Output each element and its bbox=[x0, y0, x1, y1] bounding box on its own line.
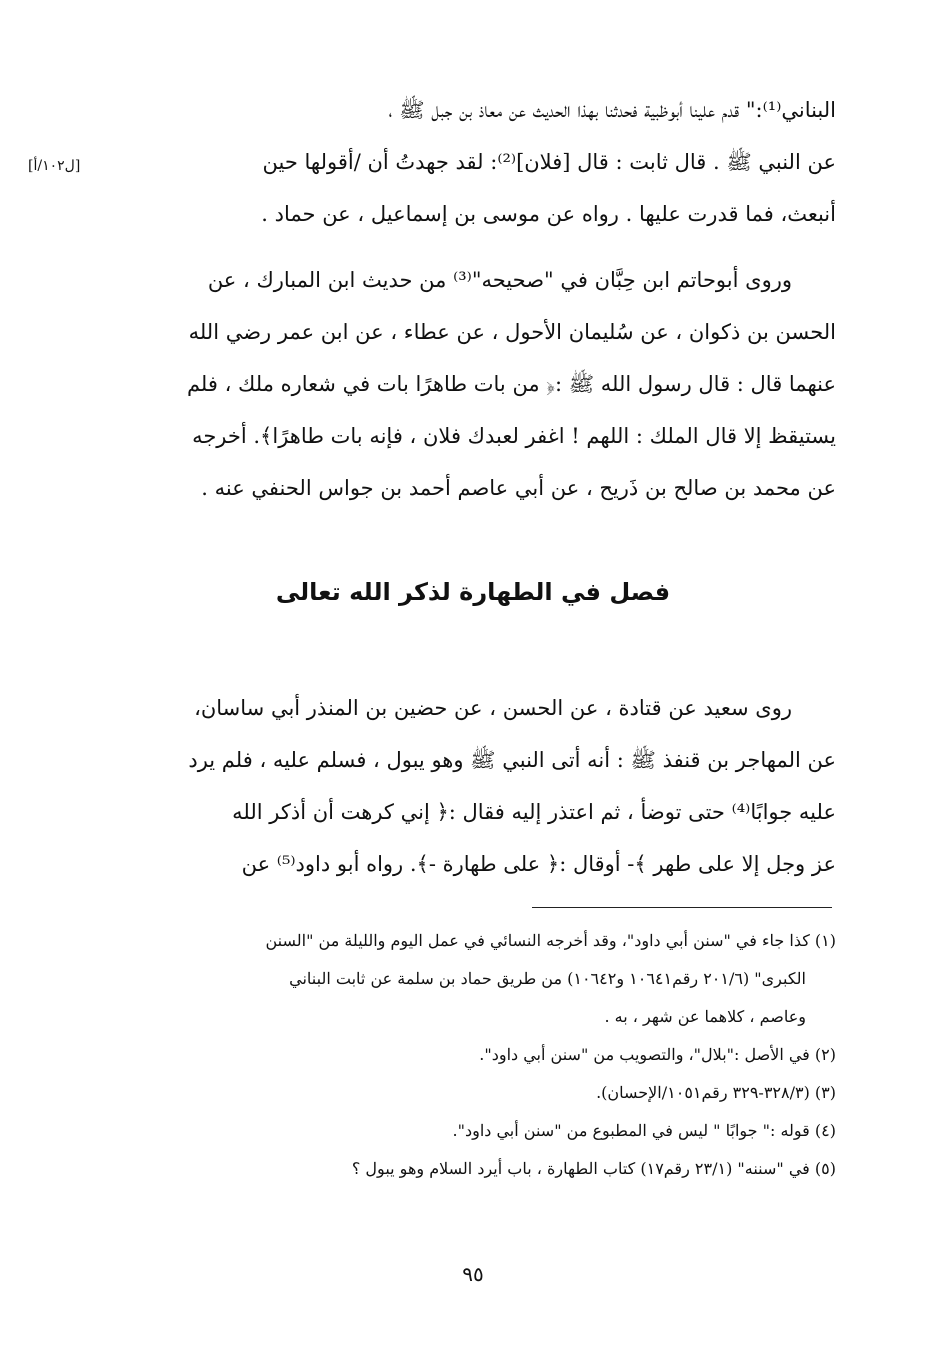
section-heading: فصل في الطهارة لذكر الله تعالى bbox=[275, 578, 671, 606]
footnote-line: وعاصم ، كلاهما عن شهر ، به . bbox=[604, 1007, 806, 1026]
text-line: عن المهاجر بن قنفذ ﷺ : أنه أتى النبي ﷺ وهو يبول ، فسلم عليه ، فلم يرد bbox=[188, 748, 836, 772]
footnote-line: (٢) في الأصل :"بلال"، والتصويب من "سنن أبي داود". bbox=[479, 1045, 836, 1064]
text-line: الحسن بن ذكوان ، عن سُليمان الأحول ، عن عطاء ، عن ابن عمر رضي الله bbox=[188, 320, 836, 344]
text-line: يستيقظ إلا قال الملك : اللهم ! اغفر لعبدك فلان ، فإنه بات طاهرًا﴾. أخرجه bbox=[192, 424, 836, 448]
text-line: عن النبي ﷺ . قال ثابت : قال [فلان]⁽²⁾: لقد جهدتُ أن /أقولها حين bbox=[262, 150, 836, 174]
margin-manuscript-reference: [ل١٠٢/أ] bbox=[28, 158, 81, 174]
text-line: روى سعيد عن قتادة ، عن الحسن ، عن حضين بن المنذر أبي ساسان، bbox=[194, 696, 792, 720]
text-line: عنهما قال : قال رسول الله ﷺ :﴿ من بات طاهرًا بات في شعاره ملك ، فلم bbox=[186, 372, 836, 396]
page-number: ٩٥ bbox=[462, 1262, 484, 1286]
footnote-line: (٤) قوله :" جوابًا " ليس في المطبوع من "سنن أبي داود". bbox=[452, 1121, 836, 1140]
paragraph-2 bbox=[120, 254, 836, 514]
footnotes bbox=[120, 922, 836, 1188]
footnote-line: (١) كذا جاء في "سنن أبي داود"، وقد أخرجه النسائي في عمل اليوم والليلة من "السنن bbox=[265, 931, 836, 950]
paragraph-3 bbox=[120, 682, 836, 890]
text-line: عن محمد بن صالح بن ذَريح ، عن أبي عاصم أحمد بن جواس الحنفي عنه . bbox=[201, 476, 836, 500]
text-line: وروى أبوحاتم ابن حِبَّان في "صحيحه"⁽³⁾ من حديث ابن المبارك ، عن bbox=[207, 268, 792, 292]
text-line: أنبعث، فما قدرت عليها . رواه عن موسى بن إسماعيل ، عن حماد . bbox=[261, 202, 836, 226]
footnote-line: (٣) (٣٢٨/٣-٣٢٩ رقم١٠٥١/الإحسان). bbox=[596, 1083, 836, 1102]
footnote-divider bbox=[532, 907, 832, 908]
text-line: البناني⁽¹⁾:" قدم علينا أبوظبية فحدثنا بهذا الحديث عن معاذ بن جبل ﷺ ، bbox=[388, 98, 836, 122]
text-line: عز وجل إلا على طهر ﴾- أوقال :﴿ على طهارة -﴾. رواه أبو داود⁽⁵⁾ عن bbox=[241, 852, 836, 876]
footnote-line: (٥) في "سننه" (٢٣/١ رقم١٧) كتاب الطهارة ، باب أيرد السلام وهو يبول ؟ bbox=[351, 1159, 836, 1178]
text-line: عليه جوابًا⁽⁴⁾ حتى توضأ ، ثم اعتذر إليه فقال :﴿ إني كرهت أن أذكر الله bbox=[232, 800, 836, 824]
footnote-line: الكبرى" (٢٠١/٦ رقم١٠٦٤١ و١٠٦٤٢) من طريق حماد بن سلمة عن ثابت البناني bbox=[289, 969, 806, 988]
paragraph-1 bbox=[120, 84, 836, 240]
